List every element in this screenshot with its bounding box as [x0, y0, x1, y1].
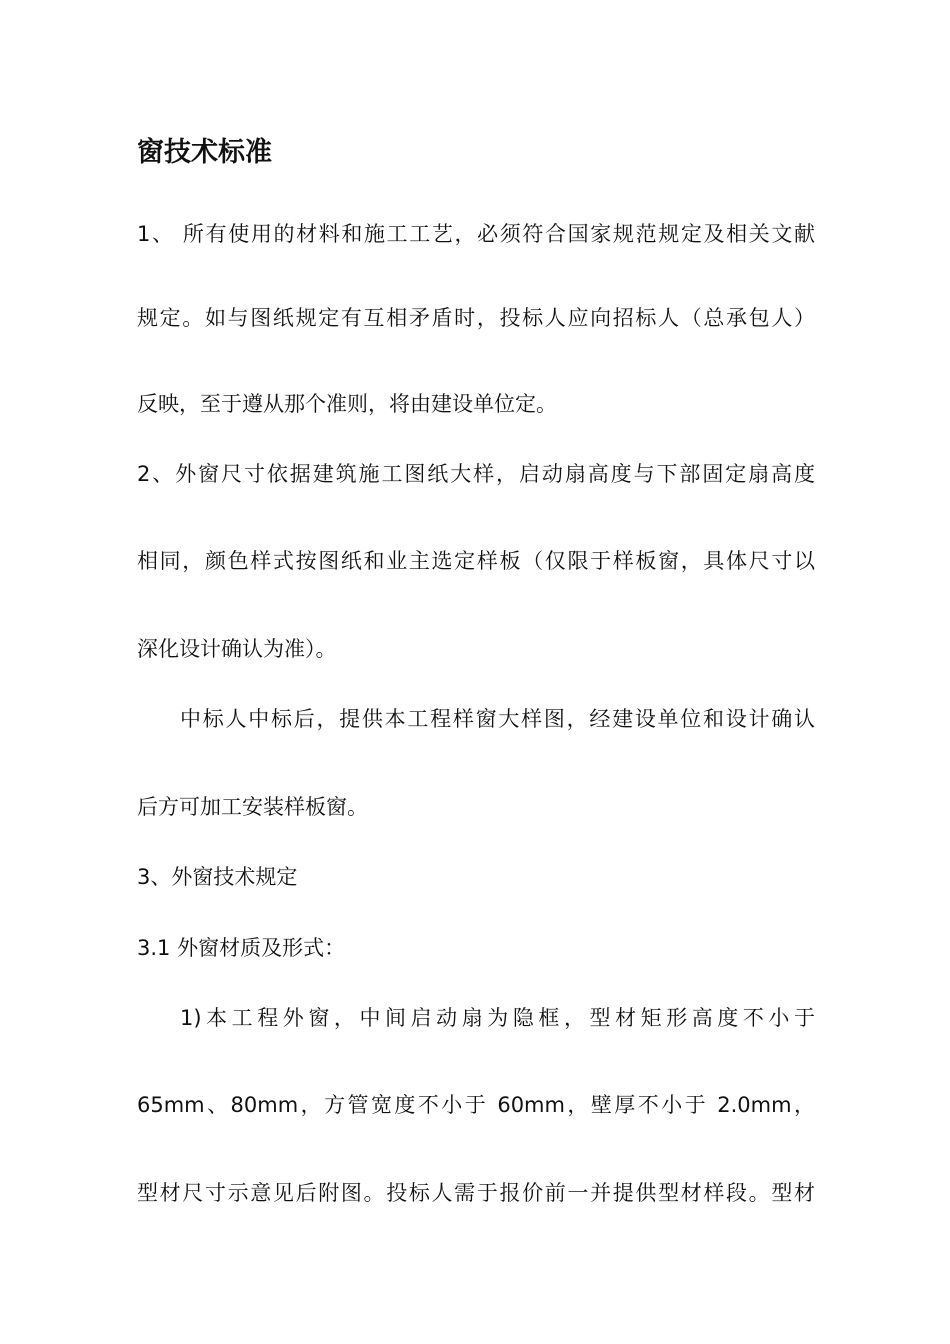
paragraph-line: 2、外窗尺寸依据建筑施工图纸大样，启动扇高度与下部固定扇高度 — [137, 462, 815, 486]
paragraph-line: 1、 所有使用的材料和施工工艺，必须符合国家规范规定及相关文献 — [137, 222, 815, 246]
paragraph-line: 1)本工程外窗，中间启动扇为隐框，型材矩形高度不小于 — [180, 1006, 815, 1030]
paragraph-line: 65mm、80mm，方管宽度不小于 60mm，壁厚不小于 2.0mm， — [137, 1093, 815, 1117]
paragraph-line: 相同，颜色样式按图纸和业主选定样板（仅限于样板窗，具体尺寸以 — [137, 549, 815, 573]
subsection-heading: 3.1 外窗材质及形式： — [137, 936, 346, 960]
section-heading: 3、外窗技术规定 — [137, 865, 298, 889]
paragraph-line: 反映，至于遵从那个准则，将由建设单位定。 — [137, 392, 557, 416]
paragraph-line: 型材尺寸示意见后附图。投标人需于报价前一并提供型材样段。型材 — [137, 1181, 815, 1205]
paragraph-line: 中标人中标后，提供本工程样窗大样图，经建设单位和设计确认 — [180, 707, 815, 731]
document-title: 窗技术标准 — [137, 137, 272, 168]
paragraph-line: 规定。如与图纸规定有互相矛盾时，投标人应向招标人（总承包人） — [137, 306, 815, 330]
paragraph-line: 后方可加工安装样板窗。 — [137, 795, 368, 819]
paragraph-line: 深化设计确认为准）。 — [137, 637, 337, 661]
